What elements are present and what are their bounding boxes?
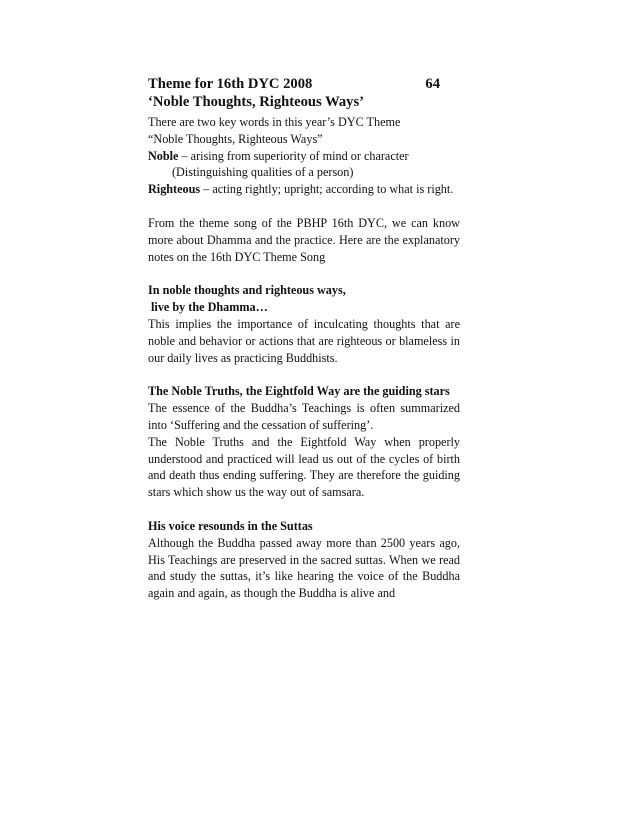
theme-subtitle: ‘Noble Thoughts, Righteous Ways’ — [148, 94, 364, 110]
spacer — [148, 265, 460, 282]
spacer — [148, 198, 460, 215]
section-3-heading: His voice resounds in the Suttas — [148, 518, 313, 533]
section-2-heading: The Noble Truths, the Eightfold Way are the guiding stars — [148, 384, 450, 399]
section-2-body-2: The Noble Truths and the Eightfold Way when properly understood and practiced will lead us out of the cycles of birth and death thus ending suffering. They are therefore the guiding stars which show us the way out of samsara. — [148, 434, 460, 500]
noble-subdefinition: (Distinguishing qualities of a person) — [172, 165, 354, 180]
spacer — [148, 501, 460, 518]
theme-song-paragraph: From the theme song of the PBHP 16th DYC, we can know more about Dhamma and the practice. Here are the explanatory notes on the 16th DYC Theme Song — [148, 215, 460, 264]
intro-line-1: There are two key words in this year’s DYC Theme — [148, 115, 401, 129]
spacer — [148, 366, 460, 383]
document-page — [148, 76, 460, 602]
page-number: 64 — [425, 76, 440, 92]
noble-term: Noble — [148, 148, 179, 163]
section-1-heading-line-1: In noble thoughts and righteous ways, — [148, 283, 346, 298]
section-1-body: This implies the importance of inculcating thoughts that are noble and behavior or actions that are righteous or blameless in our daily lives as practicing Buddhists. — [148, 316, 460, 365]
noble-definition-text: – arising from superiority of mind or character — [178, 148, 409, 163]
section-2-body-1: The essence of the Buddha’s Teachings is often summarized into ‘Suffering and the cessation of suffering’. — [148, 401, 460, 432]
righteous-definition-text: – acting rightly; upright; according to what is right. — [200, 182, 454, 197]
righteous-definition — [148, 181, 460, 198]
section-3-body: Although the Buddha passed away more than 2500 years ago, His Teachings are preserved in the sacred suttas. When we read and study the suttas, it’s like hearing the voice of the Buddha again and again, as though the Buddha is alive and — [148, 535, 460, 601]
section-1-heading-line-2: live by the Dhamma… — [148, 300, 268, 315]
righteous-term: Righteous — [148, 182, 201, 197]
page-title: Theme for 16th DYC 2008 — [148, 76, 313, 92]
noble-definition — [148, 148, 460, 165]
intro-line-2: “Noble Thoughts, Righteous Ways” — [148, 131, 323, 146]
page-header — [148, 76, 460, 93]
